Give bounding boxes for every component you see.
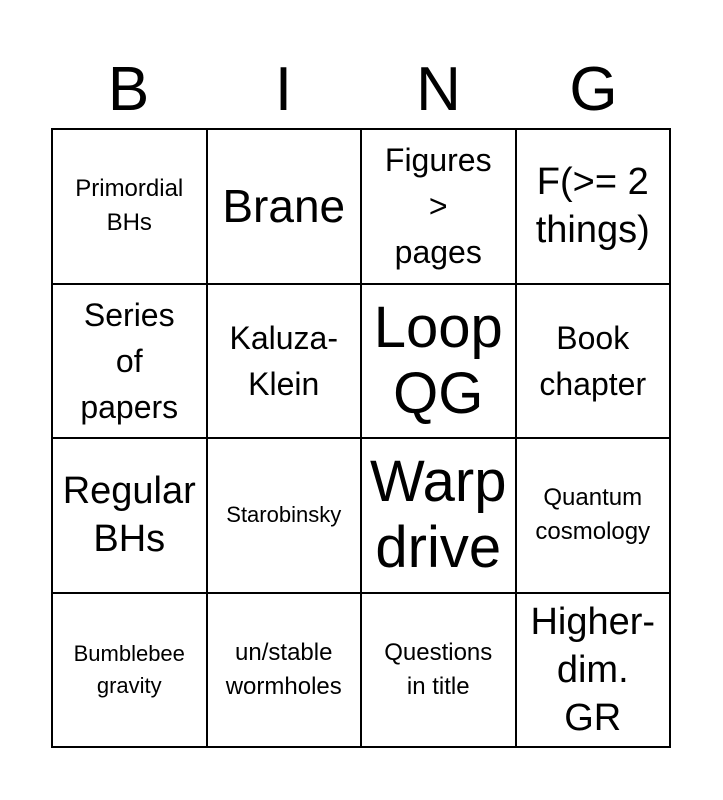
bingo-cell[interactable] — [53, 130, 208, 285]
cell-label: Loop QG — [373, 294, 503, 426]
cell-label: Regular BHs — [62, 470, 196, 561]
bingo-cell[interactable] — [362, 594, 517, 749]
bingo-cell[interactable] — [208, 594, 363, 749]
bingo-cell[interactable] — [208, 439, 363, 594]
cell-label: Kaluza- Klein — [229, 319, 338, 402]
header-letter-n: N — [416, 55, 461, 124]
cell-label: Book chapter — [539, 319, 647, 402]
bingo-cell[interactable] — [517, 439, 672, 594]
header-letter-g: G — [569, 55, 618, 124]
bingo-cell[interactable] — [53, 439, 208, 594]
bingo-cell[interactable] — [53, 285, 208, 440]
cell-label: Series of papers — [80, 296, 179, 425]
cell-label: Higher- dim. GR — [530, 600, 656, 739]
bingo-header — [51, 52, 671, 128]
bingo-cell[interactable] — [517, 594, 672, 749]
cell-label: Warp drive — [370, 449, 507, 581]
bingo-grid — [51, 128, 671, 748]
header-letter-i: I — [274, 55, 293, 124]
bingo-cell[interactable] — [517, 130, 672, 285]
header-letter-b: B — [107, 55, 150, 124]
bingo-cell[interactable] — [362, 285, 517, 440]
bingo-cell[interactable] — [208, 130, 363, 285]
bingo-cell[interactable] — [208, 285, 363, 440]
bingo-cell[interactable] — [362, 130, 517, 285]
cell-label: Starobinsky — [226, 502, 342, 528]
cell-label: Bumblebee gravity — [73, 640, 185, 698]
bingo-cell[interactable] — [53, 594, 208, 749]
cell-label: Questions in title — [384, 638, 493, 700]
bingo-cell[interactable] — [362, 439, 517, 594]
cell-label: Figures > pages — [384, 142, 492, 271]
cell-label: un/stable wormholes — [225, 638, 342, 700]
cell-label: Primordial BHs — [75, 175, 184, 237]
cell-label: Brane — [222, 180, 346, 233]
bingo-cell[interactable] — [517, 285, 672, 440]
cell-label: F(>= 2 things) — [535, 161, 650, 252]
cell-label: Quantum cosmology — [535, 484, 651, 546]
